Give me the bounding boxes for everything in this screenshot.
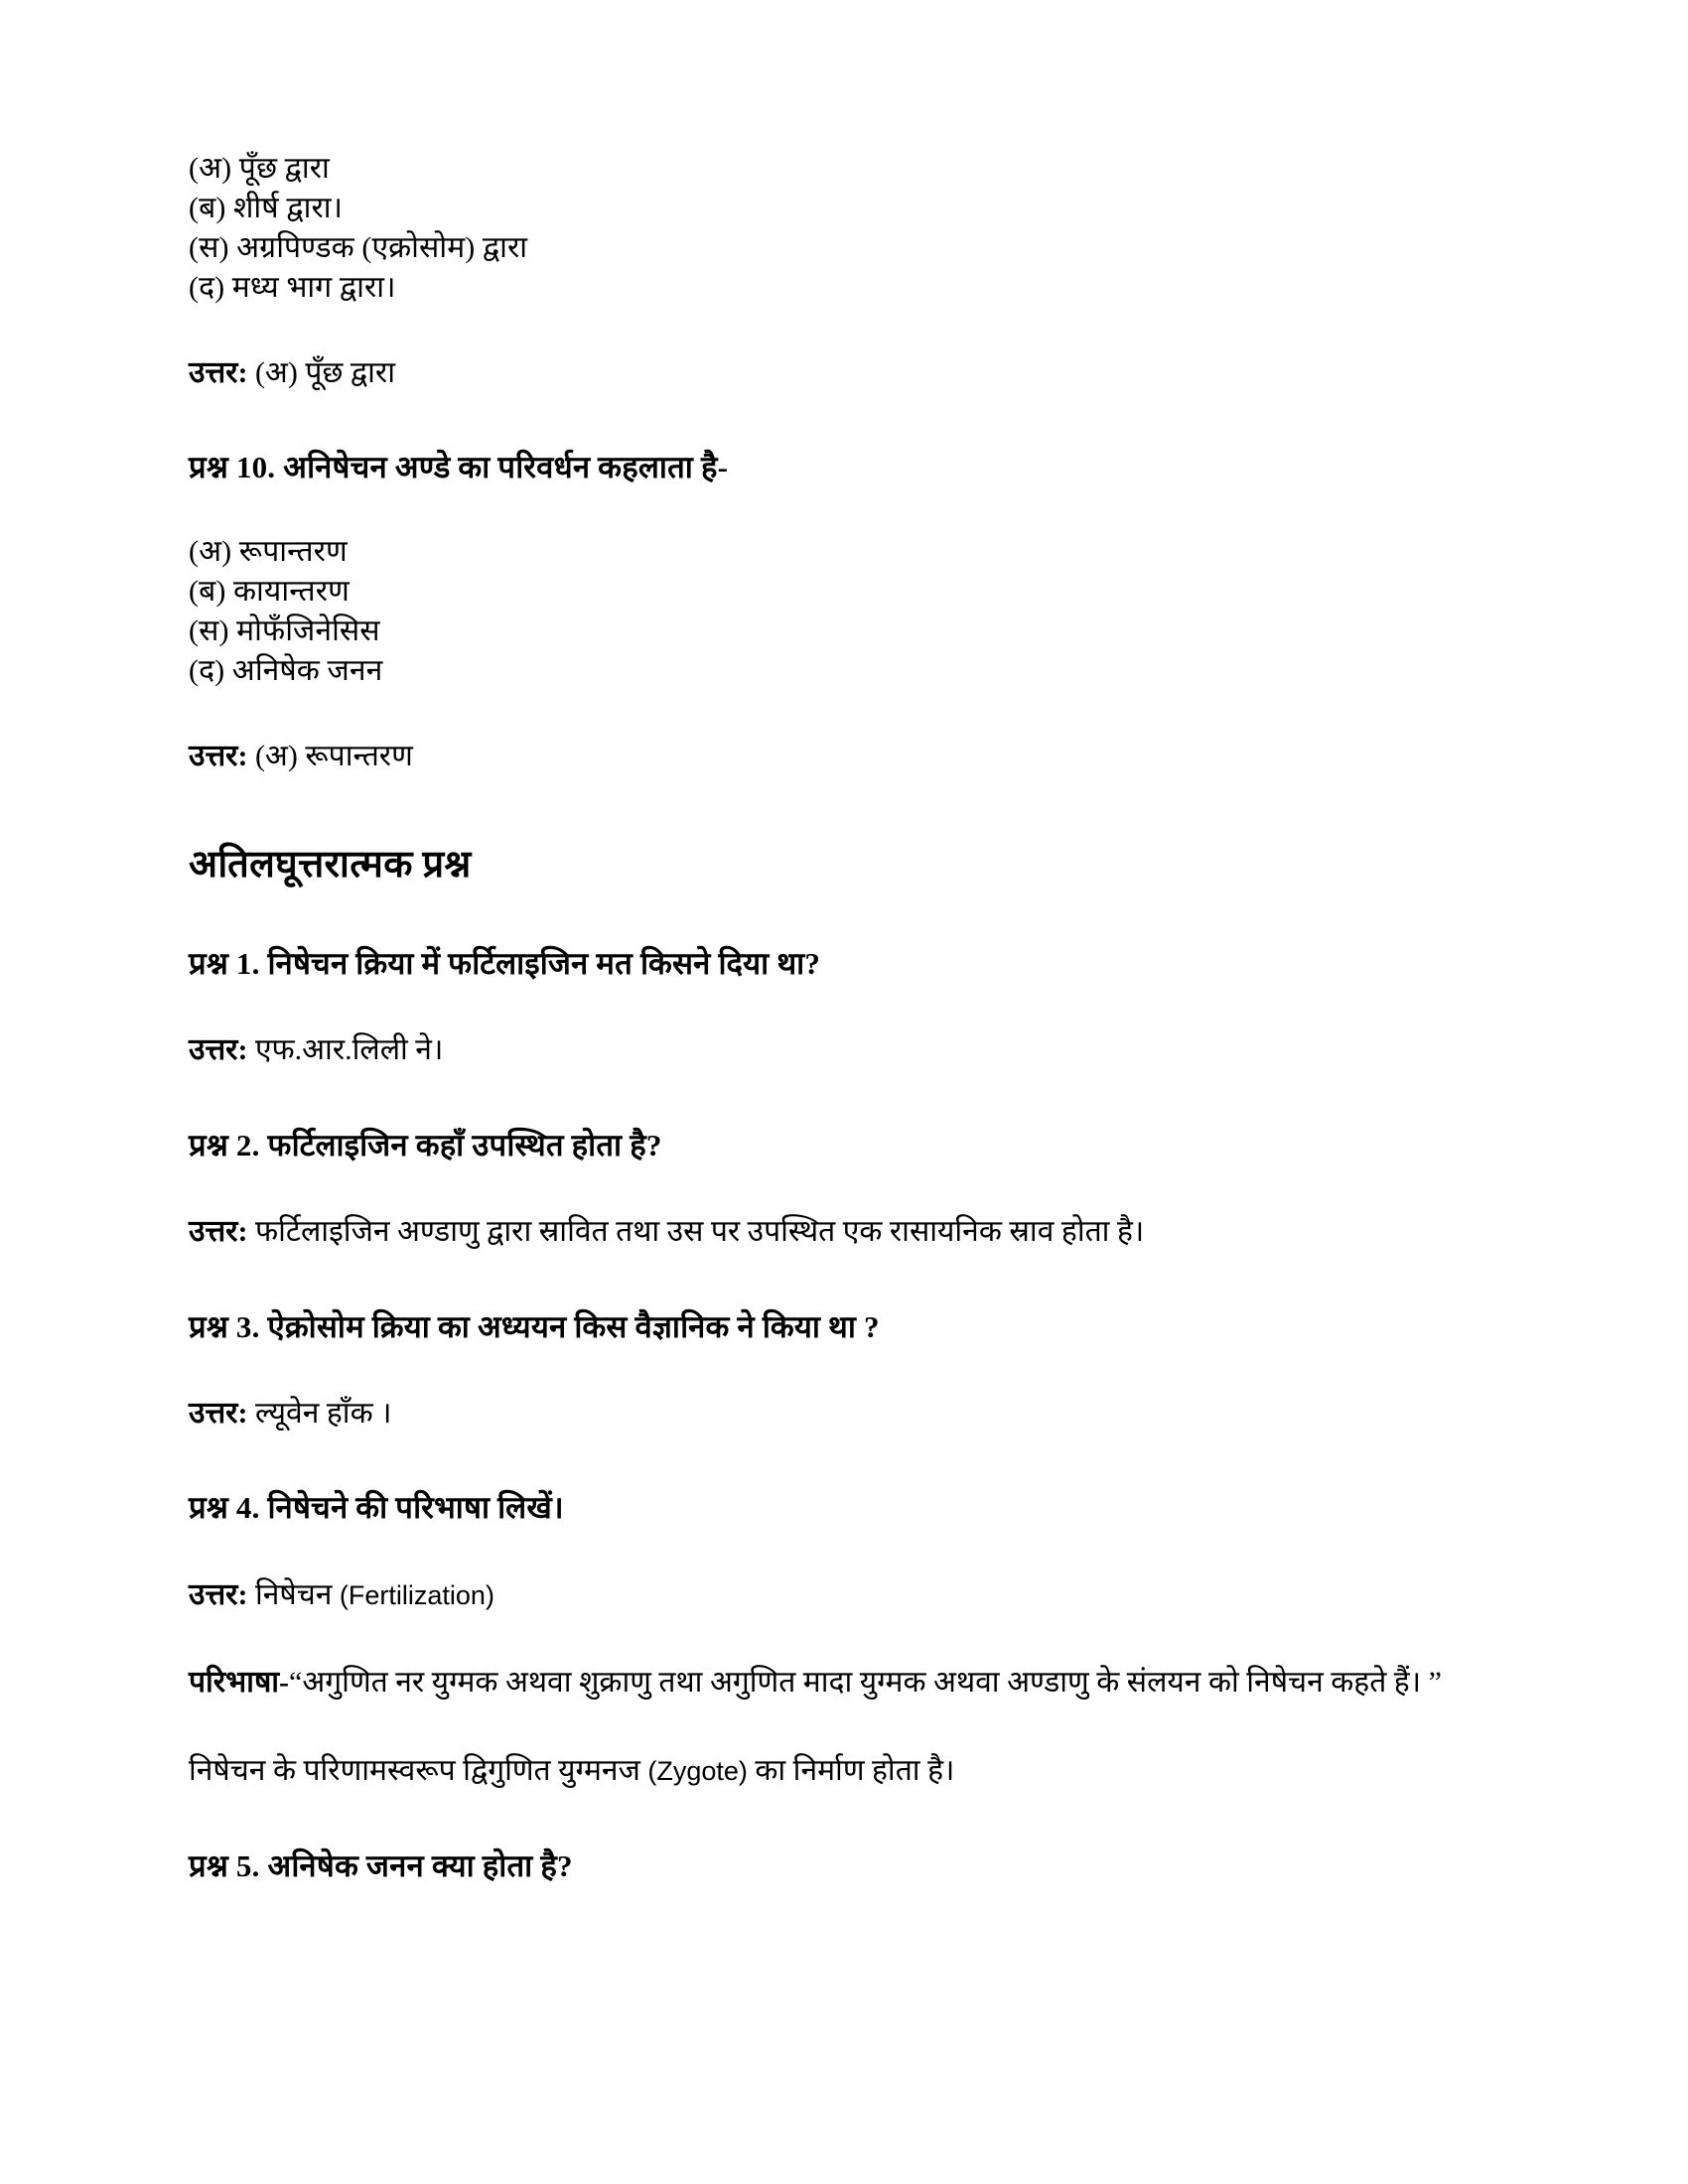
answer-text-latin: (Fertilization) xyxy=(339,1579,494,1610)
answer-label: उत्तर: xyxy=(189,355,248,389)
option-item: (स) मोफँजिनेसिस xyxy=(189,614,380,648)
answer-label: उत्तर: xyxy=(189,1577,248,1611)
answer-text-hindi: निषेचन xyxy=(247,1577,340,1611)
option-item: (अ) रूपान्तरण xyxy=(189,535,348,569)
option-item: (द) मध्य भाग द्वारा। xyxy=(189,270,396,304)
definition-label: परिभाषा- xyxy=(189,1666,290,1700)
definition-paragraph xyxy=(189,1660,1509,1705)
zygote-paragraph xyxy=(189,1748,1509,1793)
answer-label: उत्तर: xyxy=(189,1215,248,1249)
document-content xyxy=(189,149,1509,1888)
section-heading: अतिलघूत्तरात्मक प्रश्न xyxy=(189,843,472,886)
answer-label: उत्तर: xyxy=(189,740,248,773)
option-item: (ब) कायान्तरण xyxy=(189,575,350,609)
question-4-title: प्रश्न 4. निषेचने की परिभाषा लिखें। xyxy=(189,1490,564,1526)
zygote-text-after: का निर्माण होता है। xyxy=(747,1754,955,1788)
answer-text: एफ.आर.लिली ने। xyxy=(247,1033,444,1067)
zygote-term-latin: (Zygote) xyxy=(647,1756,748,1787)
question-10-title: प्रश्न 10. अनिषेचन अण्डे का परिवर्धन कहलाता है- xyxy=(189,450,729,485)
question-1-title: प्रश्न 1. निषेचन क्रिया में फर्टिलाइजिन मत किसने दिया था? xyxy=(189,945,821,981)
answer-text: (अ) रूपान्तरण xyxy=(247,740,413,773)
question-3-title: प्रश्न 3. ऐक्रोसोम क्रिया का अध्ययन किस वैज्ञानिक ने किया था ? xyxy=(189,1308,880,1344)
option-item: (अ) पूँछ द्वारा xyxy=(189,152,330,185)
answer-label: उत्तर: xyxy=(189,1033,248,1067)
answer-text: ल्यूवेन हाँक । xyxy=(247,1396,392,1430)
answer-text: फर्टिलाइजिन अण्डाणु द्वारा स्रावित तथा उस पर उपस्थित एक रासायनिक स्राव होता है। xyxy=(247,1215,1145,1249)
option-item: (ब) शीर्ष द्वारा। xyxy=(189,191,344,224)
answer-3 xyxy=(189,1392,1509,1435)
question-2-title: प्रश्न 2. फर्टिलाइजिन कहाँ उपस्थित होता है? xyxy=(189,1127,662,1162)
option-item: (द) अनिषेक जनन xyxy=(189,654,383,688)
option-item: (स) अग्रपिण्डक (एक्रोसोम) द्वारा xyxy=(189,230,528,264)
answer-4 xyxy=(189,1573,1509,1617)
answer-1 xyxy=(189,1028,1509,1072)
definition-text: “अगुणित नर युग्मक अथवा शुक्राणु तथा अगुणित मादा युग्मक अथवा अण्डाणु के संलयन को निषेचन कहते हैं। ” xyxy=(289,1666,1442,1700)
question-10-option-list xyxy=(189,532,1509,691)
answer-9 xyxy=(189,351,1509,395)
answer-2 xyxy=(189,1210,1509,1254)
question-9-option-list xyxy=(189,149,1509,308)
answer-text: (अ) पूँछ द्वारा xyxy=(247,355,395,389)
question-5-title: प्रश्न 5. अनिषेक जनन क्या होता है? xyxy=(189,1848,573,1884)
zygote-text-before: निषेचन के परिणामस्वरूप द्विगुणित युग्मनज xyxy=(189,1754,648,1788)
answer-label: उत्तर: xyxy=(189,1396,248,1430)
answer-10 xyxy=(189,735,1509,778)
